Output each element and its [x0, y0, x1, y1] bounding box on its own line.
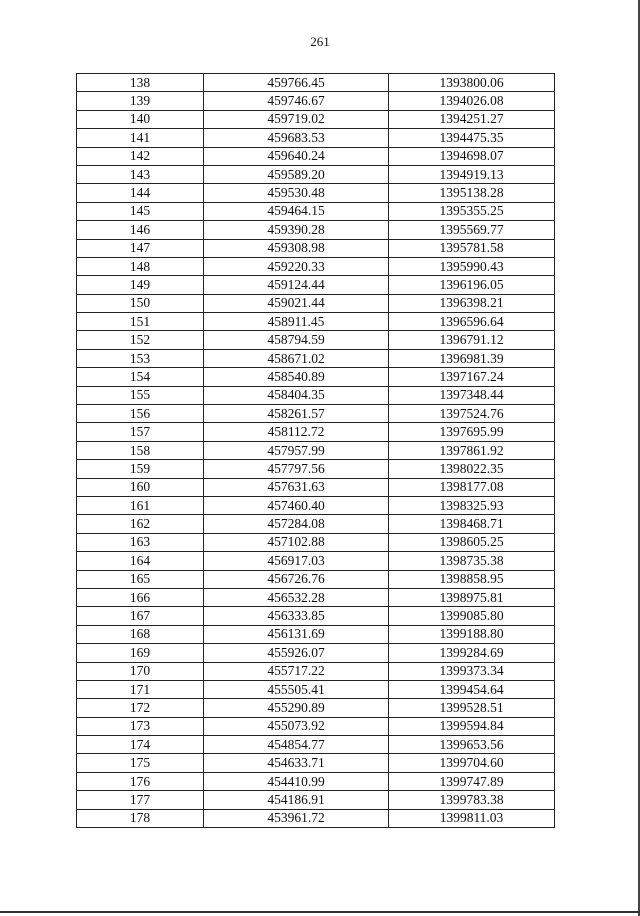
- table-row: [77, 92, 555, 110]
- x-coordinate-cell: 454186.91: [204, 791, 389, 809]
- table-row: [77, 368, 555, 386]
- table-row: [77, 699, 555, 717]
- y-coordinate-cell: 1397861.92: [389, 441, 555, 459]
- point-number-cell: 169: [77, 644, 204, 662]
- y-coordinate-cell: 1398325.93: [389, 496, 555, 514]
- coordinate-table: [76, 73, 555, 828]
- table-row: [77, 515, 555, 533]
- table-row: [77, 331, 555, 349]
- point-number-cell: 165: [77, 570, 204, 588]
- y-coordinate-cell: 1395781.58: [389, 239, 555, 257]
- table-row: [77, 386, 555, 404]
- table-row: [77, 405, 555, 423]
- table-row: [77, 496, 555, 514]
- x-coordinate-cell: 456917.03: [204, 552, 389, 570]
- table-row: [77, 460, 555, 478]
- x-coordinate-cell: 457102.88: [204, 533, 389, 551]
- y-coordinate-cell: 1396596.64: [389, 313, 555, 331]
- point-number-cell: 145: [77, 202, 204, 220]
- y-coordinate-cell: 1399783.38: [389, 791, 555, 809]
- x-coordinate-cell: 454410.99: [204, 772, 389, 790]
- y-coordinate-cell: 1394475.35: [389, 129, 555, 147]
- y-coordinate-cell: 1399747.89: [389, 772, 555, 790]
- x-coordinate-cell: 458540.89: [204, 368, 389, 386]
- x-coordinate-cell: 459390.28: [204, 221, 389, 239]
- table-row: [77, 607, 555, 625]
- y-coordinate-cell: 1396398.21: [389, 294, 555, 312]
- table-row: [77, 221, 555, 239]
- x-coordinate-cell: 457797.56: [204, 460, 389, 478]
- x-coordinate-cell: 453961.72: [204, 809, 389, 827]
- x-coordinate-cell: 459640.24: [204, 147, 389, 165]
- point-number-cell: 142: [77, 147, 204, 165]
- table-row: [77, 754, 555, 772]
- table-row: [77, 588, 555, 606]
- table-row: [77, 625, 555, 643]
- x-coordinate-cell: 458794.59: [204, 331, 389, 349]
- y-coordinate-cell: 1394919.13: [389, 165, 555, 183]
- x-coordinate-cell: 459766.45: [204, 74, 389, 92]
- point-number-cell: 159: [77, 460, 204, 478]
- point-number-cell: 139: [77, 92, 204, 110]
- x-coordinate-cell: 454854.77: [204, 736, 389, 754]
- y-coordinate-cell: 1399188.80: [389, 625, 555, 643]
- x-coordinate-cell: 456333.85: [204, 607, 389, 625]
- y-coordinate-cell: 1397695.99: [389, 423, 555, 441]
- coordinate-table-body: [77, 74, 555, 828]
- y-coordinate-cell: 1395990.43: [389, 257, 555, 275]
- table-row: [77, 110, 555, 128]
- y-coordinate-cell: 1398975.81: [389, 588, 555, 606]
- point-number-cell: 157: [77, 423, 204, 441]
- point-number-cell: 162: [77, 515, 204, 533]
- point-number-cell: 154: [77, 368, 204, 386]
- y-coordinate-cell: 1399528.51: [389, 699, 555, 717]
- point-number-cell: 151: [77, 313, 204, 331]
- x-coordinate-cell: 459124.44: [204, 276, 389, 294]
- point-number-cell: 178: [77, 809, 204, 827]
- point-number-cell: 146: [77, 221, 204, 239]
- point-number-cell: 149: [77, 276, 204, 294]
- y-coordinate-cell: 1394698.07: [389, 147, 555, 165]
- table-row: [77, 644, 555, 662]
- x-coordinate-cell: 459220.33: [204, 257, 389, 275]
- point-number-cell: 155: [77, 386, 204, 404]
- table-row: [77, 662, 555, 680]
- point-number-cell: 164: [77, 552, 204, 570]
- y-coordinate-cell: 1398177.08: [389, 478, 555, 496]
- table-row: [77, 478, 555, 496]
- y-coordinate-cell: 1397167.24: [389, 368, 555, 386]
- point-number-cell: 173: [77, 717, 204, 735]
- x-coordinate-cell: 456131.69: [204, 625, 389, 643]
- x-coordinate-cell: 459719.02: [204, 110, 389, 128]
- x-coordinate-cell: 456532.28: [204, 588, 389, 606]
- point-number-cell: 141: [77, 129, 204, 147]
- y-coordinate-cell: 1399373.34: [389, 662, 555, 680]
- point-number-cell: 167: [77, 607, 204, 625]
- table-row: [77, 202, 555, 220]
- x-coordinate-cell: 455717.22: [204, 662, 389, 680]
- x-coordinate-cell: 455290.89: [204, 699, 389, 717]
- x-coordinate-cell: 458261.57: [204, 405, 389, 423]
- point-number-cell: 175: [77, 754, 204, 772]
- y-coordinate-cell: 1396196.05: [389, 276, 555, 294]
- y-coordinate-cell: 1395569.77: [389, 221, 555, 239]
- y-coordinate-cell: 1395355.25: [389, 202, 555, 220]
- point-number-cell: 138: [77, 74, 204, 92]
- point-number-cell: 170: [77, 662, 204, 680]
- y-coordinate-cell: 1396791.12: [389, 331, 555, 349]
- table-row: [77, 165, 555, 183]
- table-row: [77, 147, 555, 165]
- page-number: 261: [310, 34, 330, 49]
- table-row: [77, 313, 555, 331]
- x-coordinate-cell: 457460.40: [204, 496, 389, 514]
- x-coordinate-cell: 459308.98: [204, 239, 389, 257]
- x-coordinate-cell: 459530.48: [204, 184, 389, 202]
- table-row: [77, 349, 555, 367]
- table-row: [77, 276, 555, 294]
- table-row: [77, 74, 555, 92]
- y-coordinate-cell: 1399653.56: [389, 736, 555, 754]
- y-coordinate-cell: 1399594.84: [389, 717, 555, 735]
- y-coordinate-cell: 1398468.71: [389, 515, 555, 533]
- point-number-cell: 160: [77, 478, 204, 496]
- y-coordinate-cell: 1399454.64: [389, 680, 555, 698]
- x-coordinate-cell: 455926.07: [204, 644, 389, 662]
- x-coordinate-cell: 457631.63: [204, 478, 389, 496]
- table-row: [77, 239, 555, 257]
- x-coordinate-cell: 457957.99: [204, 441, 389, 459]
- table-row: [77, 717, 555, 735]
- y-coordinate-cell: 1399085.80: [389, 607, 555, 625]
- point-number-cell: 163: [77, 533, 204, 551]
- y-coordinate-cell: 1393800.06: [389, 74, 555, 92]
- point-number-cell: 177: [77, 791, 204, 809]
- x-coordinate-cell: 456726.76: [204, 570, 389, 588]
- point-number-cell: 150: [77, 294, 204, 312]
- point-number-cell: 148: [77, 257, 204, 275]
- point-number-cell: 156: [77, 405, 204, 423]
- table-row: [77, 570, 555, 588]
- point-number-cell: 143: [77, 165, 204, 183]
- table-row: [77, 772, 555, 790]
- table-row: [77, 736, 555, 754]
- page-bottom-edge: [0, 911, 640, 913]
- x-coordinate-cell: 454633.71: [204, 754, 389, 772]
- point-number-cell: 168: [77, 625, 204, 643]
- y-coordinate-cell: 1398735.38: [389, 552, 555, 570]
- point-number-cell: 171: [77, 680, 204, 698]
- point-number-cell: 147: [77, 239, 204, 257]
- y-coordinate-cell: 1395138.28: [389, 184, 555, 202]
- x-coordinate-cell: 458404.35: [204, 386, 389, 404]
- y-coordinate-cell: 1399704.60: [389, 754, 555, 772]
- table-row: [77, 294, 555, 312]
- x-coordinate-cell: 455505.41: [204, 680, 389, 698]
- point-number-cell: 144: [77, 184, 204, 202]
- table-row: [77, 184, 555, 202]
- y-coordinate-cell: 1397348.44: [389, 386, 555, 404]
- table-row: [77, 809, 555, 827]
- y-coordinate-cell: 1397524.76: [389, 405, 555, 423]
- table-row: [77, 423, 555, 441]
- table-row: [77, 129, 555, 147]
- point-number-cell: 174: [77, 736, 204, 754]
- y-coordinate-cell: 1394026.08: [389, 92, 555, 110]
- y-coordinate-cell: 1396981.39: [389, 349, 555, 367]
- table-row: [77, 552, 555, 570]
- table-row: [77, 791, 555, 809]
- x-coordinate-cell: 458671.02: [204, 349, 389, 367]
- table-row: [77, 257, 555, 275]
- x-coordinate-cell: 458112.72: [204, 423, 389, 441]
- point-number-cell: 166: [77, 588, 204, 606]
- y-coordinate-cell: 1399284.69: [389, 644, 555, 662]
- x-coordinate-cell: 455073.92: [204, 717, 389, 735]
- x-coordinate-cell: 459683.53: [204, 129, 389, 147]
- y-coordinate-cell: 1398022.35: [389, 460, 555, 478]
- x-coordinate-cell: 459746.67: [204, 92, 389, 110]
- table-row: [77, 680, 555, 698]
- y-coordinate-cell: 1398858.95: [389, 570, 555, 588]
- table-row: [77, 533, 555, 551]
- x-coordinate-cell: 459464.15: [204, 202, 389, 220]
- x-coordinate-cell: 457284.08: [204, 515, 389, 533]
- point-number-cell: 172: [77, 699, 204, 717]
- y-coordinate-cell: 1399811.03: [389, 809, 555, 827]
- y-coordinate-cell: 1394251.27: [389, 110, 555, 128]
- point-number-cell: 161: [77, 496, 204, 514]
- x-coordinate-cell: 458911.45: [204, 313, 389, 331]
- point-number-cell: 158: [77, 441, 204, 459]
- y-coordinate-cell: 1398605.25: [389, 533, 555, 551]
- point-number-cell: 153: [77, 349, 204, 367]
- point-number-cell: 152: [77, 331, 204, 349]
- point-number-cell: 140: [77, 110, 204, 128]
- x-coordinate-cell: 459021.44: [204, 294, 389, 312]
- point-number-cell: 176: [77, 772, 204, 790]
- x-coordinate-cell: 459589.20: [204, 165, 389, 183]
- table-row: [77, 441, 555, 459]
